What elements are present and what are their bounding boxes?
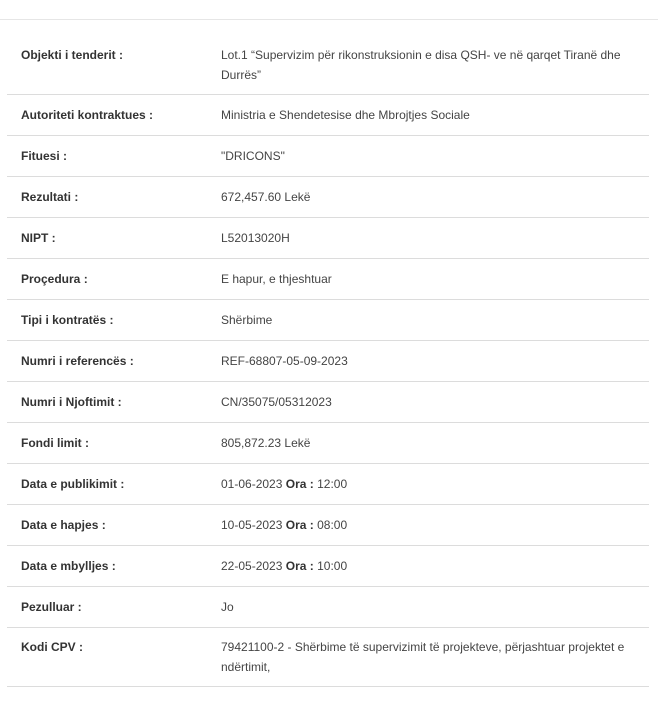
time-value: 08:00 (317, 518, 348, 532)
row-label: Pezulluar : (21, 600, 82, 614)
row-value: Shërbime (221, 313, 273, 327)
row-data-publikimit (7, 464, 649, 505)
row-value: L52013020H (221, 231, 290, 245)
row-value: Lot.1 “Supervizim për rikonstruksionin e disa QSH- ve në qarqet Tiranë dhe Durrës” (221, 48, 621, 82)
row-value (221, 556, 649, 576)
tender-details-table (7, 36, 649, 687)
row-label: Data e hapjes : (21, 518, 106, 532)
ora-label: Ora : (285, 518, 314, 532)
date-value: 01-06-2023 (221, 477, 283, 491)
date-value: 10-05-2023 (221, 518, 283, 532)
row-objekti (7, 36, 649, 95)
row-value (221, 474, 649, 494)
row-value: REF-68807-05-09-2023 (221, 354, 348, 368)
row-fituesi (7, 136, 649, 177)
row-value: "DRICONS" (221, 149, 285, 163)
row-value (221, 515, 649, 535)
row-label: Tipi i kontratës : (21, 313, 114, 327)
row-fondi-limit (7, 423, 649, 464)
ora-label: Ora : (285, 477, 314, 491)
row-procedura (7, 259, 649, 300)
row-label: NIPT : (21, 231, 56, 245)
row-value: Jo (221, 600, 234, 614)
row-label: Numri i referencës : (21, 354, 134, 368)
ora-label: Ora : (285, 559, 314, 573)
date-value: 22-05-2023 (221, 559, 283, 573)
row-value: 805,872.23 Lekë (221, 436, 311, 450)
row-nipt (7, 218, 649, 259)
row-label: Numri i Njoftimit : (21, 395, 122, 409)
row-kodi-cpv (7, 628, 649, 687)
row-pezulluar (7, 587, 649, 628)
row-data-hapjes (7, 505, 649, 546)
row-value: 672,457.60 Lekë (221, 190, 311, 204)
row-label: Fituesi : (21, 149, 68, 163)
row-label: Fondi limit : (21, 436, 89, 450)
row-numri-njoftimit (7, 382, 649, 423)
row-value: Ministria e Shendetesise dhe Mbrojtjes Sociale (221, 108, 470, 122)
row-rezultati (7, 177, 649, 218)
row-value: CN/35075/05312023 (221, 395, 332, 409)
row-label: Proçedura : (21, 272, 88, 286)
time-value: 12:00 (317, 477, 348, 491)
row-autoriteti (7, 95, 649, 136)
time-value: 10:00 (317, 559, 348, 573)
row-label: Autoriteti kontraktues : (21, 108, 154, 122)
row-value: 79421100-2 - Shërbime të supervizimit të projekteve, përjashtuar projektet e ndërtimit, (221, 640, 625, 674)
row-label: Objekti i tenderit : (21, 48, 124, 62)
row-value: E hapur, e thjeshtuar (221, 272, 332, 286)
row-data-mbylljes (7, 546, 649, 587)
top-divider (0, 19, 658, 20)
row-label: Data e publikimit : (21, 477, 125, 491)
row-numri-references (7, 341, 649, 382)
row-label: Data e mbylljes : (21, 559, 116, 573)
row-tipi-kontrates (7, 300, 649, 341)
row-label: Rezultati : (21, 190, 79, 204)
row-label: Kodi CPV : (21, 640, 83, 654)
